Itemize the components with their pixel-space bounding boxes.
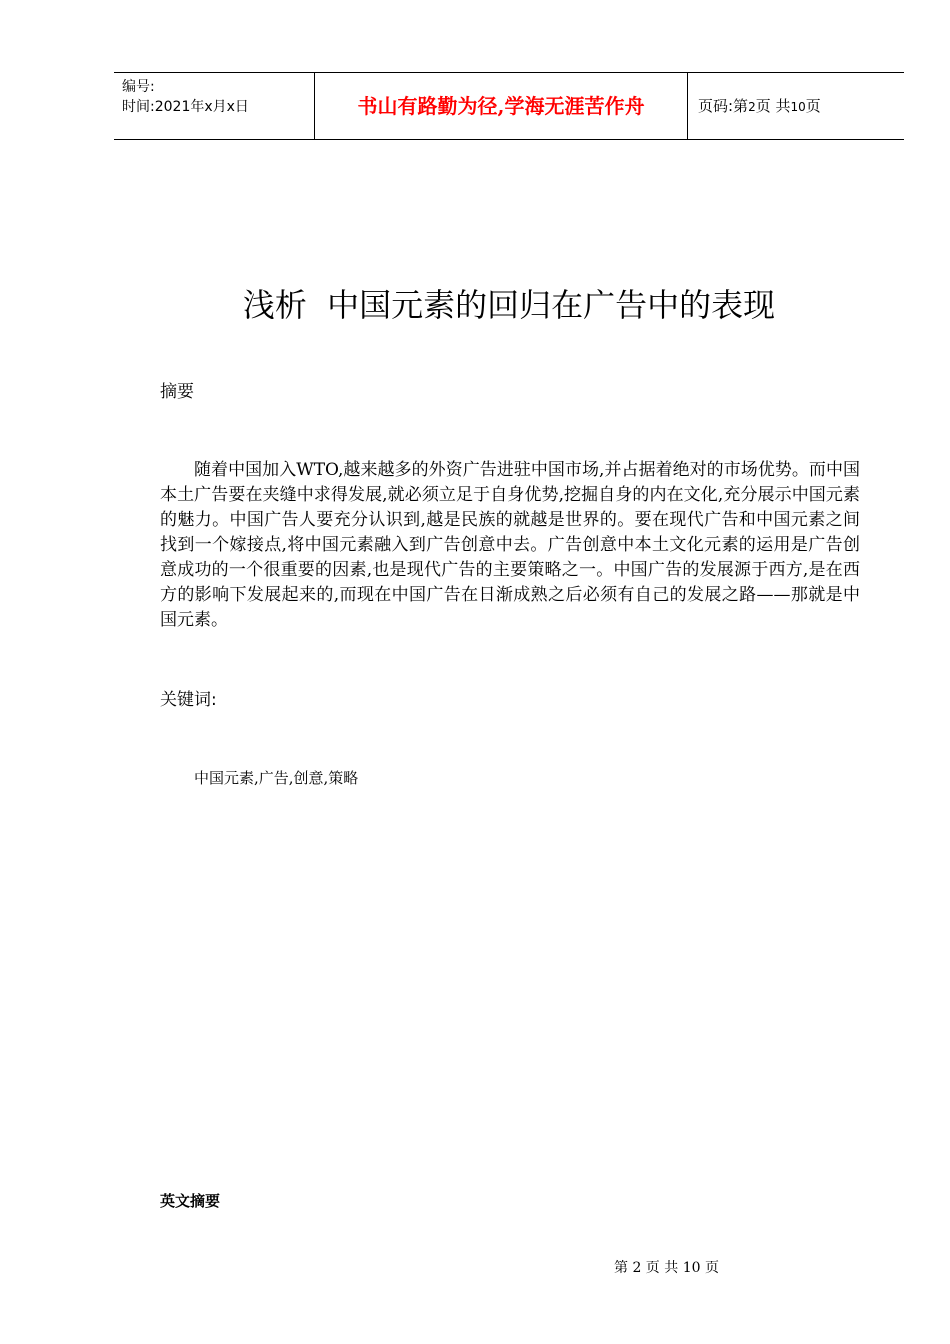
page-info-total: 10: [790, 100, 806, 114]
english-abstract-heading: 英文摘要: [160, 1192, 221, 1210]
abstract-paragraph: 随着中国加入WTO,越来越多的外资广告进驻中国市场,并占据着绝对的市场优势。而中国本土广告要在夹缝中求得发展,就必须立足于自身优势,挖掘自身的内在文化,充分展示中国元素的魅力。中国广告人要充分认识到,越是民族的就越是世界的。要在现代广告和中国元素之间找到一个嫁接点,将中国元素融入到广告创意中去。广告创意中本土文化元素的运用是广告创意成功的一个很重要的因素,也是现代广告的主要策略之一。中国广告的发展源于西方,是在西方的影响下发展起来的,而现在中国广告在日渐成熟之后必须有自己的发展之路——那就是中国元素。: [160, 460, 860, 630]
header-motto: 书山有路勤为径,学海无涯苦作舟: [357, 94, 645, 118]
page-info-current: 2: [748, 100, 756, 114]
page-info-mid: 页 共: [755, 97, 791, 115]
header-meta: [122, 77, 314, 117]
keywords-list: 中国元素,广告,创意,策略: [194, 769, 359, 787]
page-header: [114, 72, 904, 140]
page-info-suffix: 页: [805, 97, 821, 115]
header-divider-right: [687, 73, 688, 140]
page-footer: 第 2 页 共 10 页: [614, 1260, 719, 1276]
header-page-info: [698, 73, 821, 140]
document-time-label: 时间:2021年x月x日: [122, 99, 249, 115]
document-title: 浅析 中国元素的回归在广告中的表现: [242, 286, 776, 324]
document-number-label: 编号:: [122, 79, 155, 95]
page-info-prefix: 页码:第: [698, 97, 749, 115]
keywords-heading: 关键词:: [160, 690, 217, 710]
abstract-heading: 摘要: [160, 382, 194, 402]
